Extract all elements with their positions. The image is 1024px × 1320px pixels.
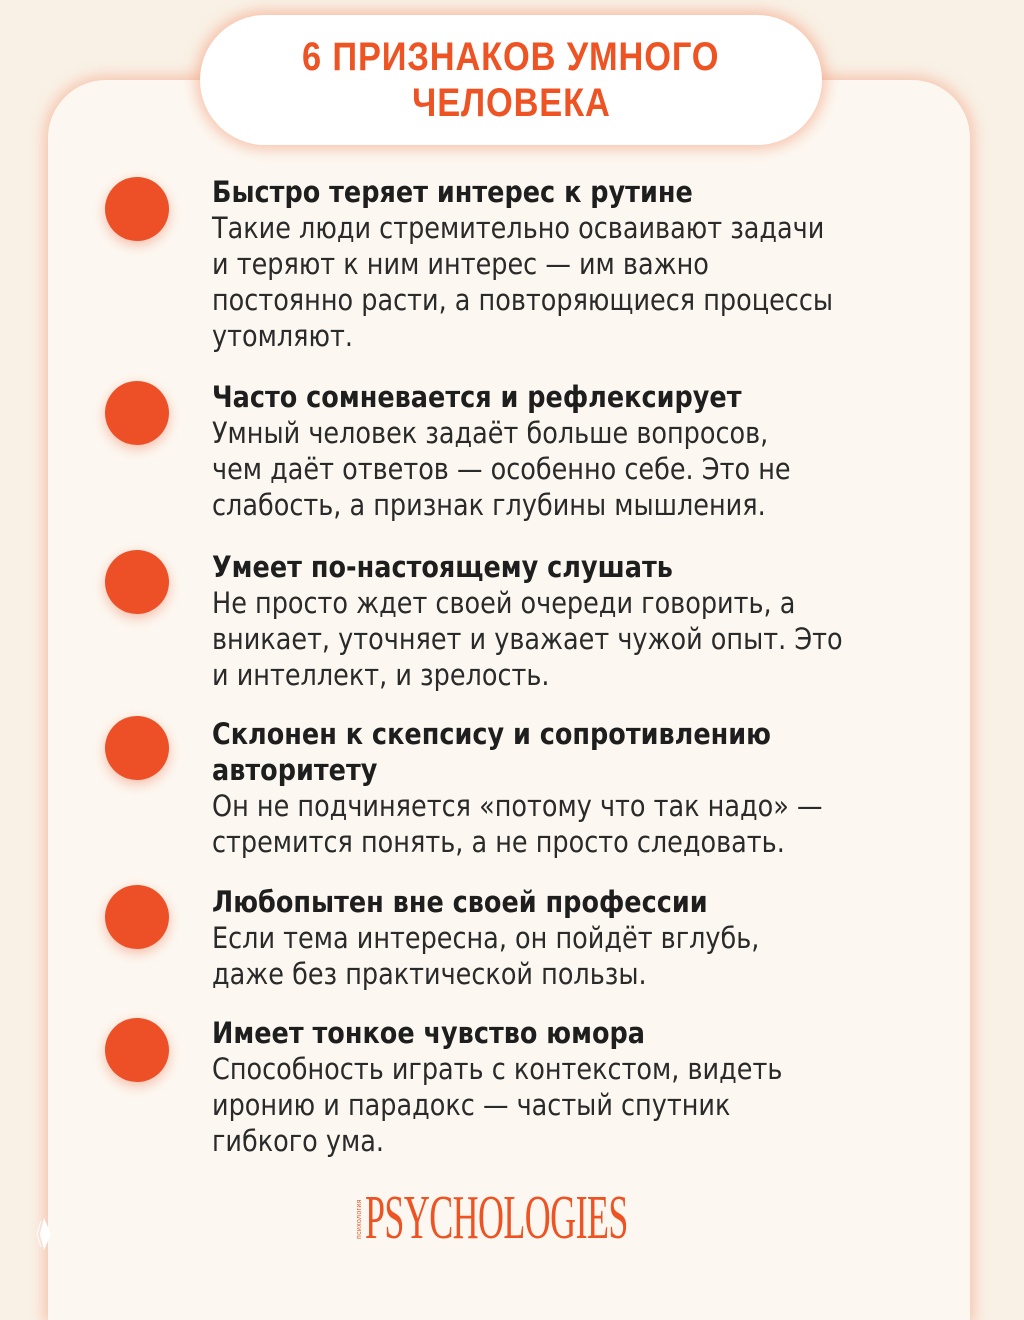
bullet-dot-icon	[105, 1018, 169, 1082]
page-title-line-2: ЧЕЛОВЕКА	[411, 81, 611, 125]
bullet-dot-icon	[105, 716, 169, 780]
item-heading: Часто сомневается и рефлексирует	[212, 380, 742, 414]
item-description: Он не подчиняется «потому что так надо» — стремится понять, а не просто следовать.	[212, 789, 823, 859]
bullet-dot-icon	[105, 885, 169, 949]
bullet-dot-icon	[105, 550, 169, 614]
item-heading: Умеет по-настоящему слушать	[212, 550, 673, 584]
item-heading: Склонен к скепсису и сопротивлению авторитету	[212, 717, 771, 787]
page-title-line-1: 6 ПРИЗНАКОВ УМНОГО	[302, 35, 720, 79]
item-heading: Имеет тонкое чувство юмора	[212, 1016, 646, 1050]
item-description: Не просто ждет своей очереди говорить, а вникает, уточняет и уважает чужой опыт. Это и интеллект, и зрелость.	[212, 586, 843, 692]
logo-subtitle: психология	[356, 1199, 363, 1239]
bullet-dot-icon	[105, 177, 169, 241]
item-description: Такие люди стремительно осваивают задачи и теряют к ним интерес — им важно постоянно расти, а повторяющиеся процессы утомляют.	[212, 211, 834, 353]
item-heading: Быстро теряет интерес к рутине	[212, 175, 693, 209]
item-description: Умный человек задаёт больше вопросов, чем даёт ответов — особенно себе. Это не слабость, а признак глубины мышления.	[212, 416, 791, 522]
item-heading: Любопытен вне своей профессии	[212, 885, 708, 919]
bullet-dot-icon	[105, 381, 169, 445]
item-description: Способность играть с контекстом, видеть иронию и парадокс — частый спутник гибкого ума.	[212, 1052, 783, 1158]
title-banner	[200, 15, 822, 145]
psychologies-logo	[356, 1184, 818, 1252]
logo-wordmark: PSYCHOLOGIES	[365, 1184, 628, 1252]
diamond-mark-icon	[36, 1217, 52, 1251]
item-description: Если тема интересна, он пойдёт вглубь, даже без практической пользы.	[212, 921, 760, 991]
